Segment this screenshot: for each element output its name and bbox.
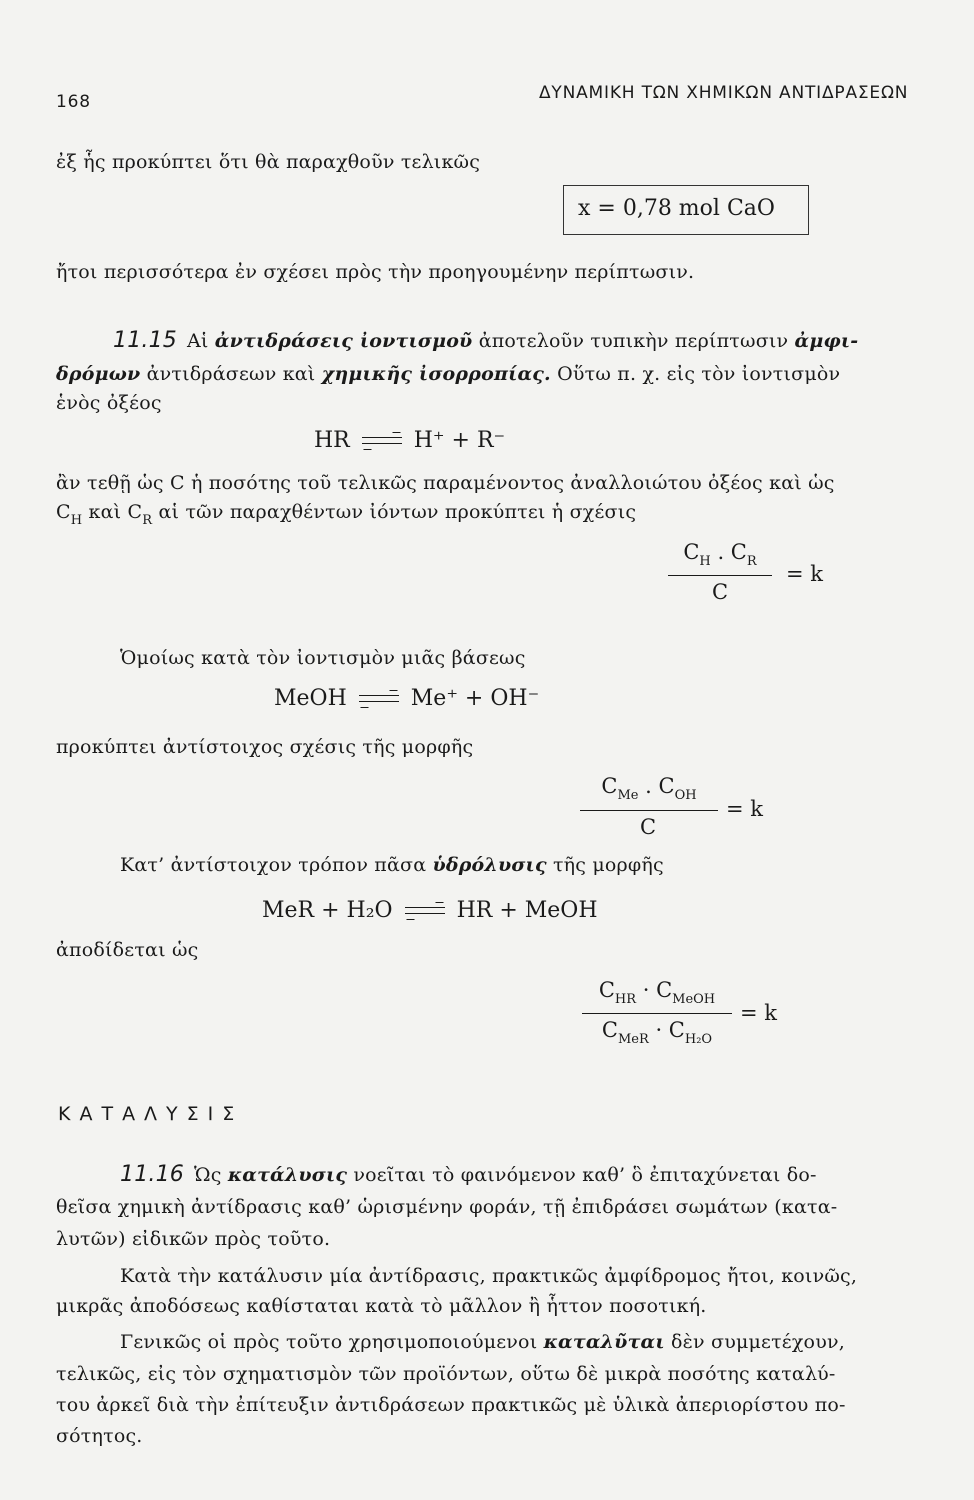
section-number: 11.16 — [120, 1162, 184, 1187]
fraction-numerator — [580, 774, 718, 803]
emphasis-text: χημικῆς ἰσορροπίας. — [321, 363, 551, 385]
fraction-base-constant — [580, 774, 718, 844]
emphasis-text: κατάλυσις — [227, 1164, 348, 1186]
fraction-bar — [580, 810, 718, 811]
equilibrium-arrows-icon — [360, 432, 404, 450]
equation-left: MeOH — [274, 686, 347, 711]
text-span: Οὕτω π. χ. εἰς τὸν ἰοντισμὸν — [550, 363, 841, 385]
text-span: C — [601, 1018, 618, 1042]
equation-acid-ionization — [314, 428, 505, 453]
katalysis-para-2-line-2: μικρᾶς ἀποδόσεως καθίσταται κατὰ τὸ μᾶλλον ἢ ἧττον ποσοτική. — [56, 1295, 707, 1317]
text-span: . C — [710, 540, 747, 564]
subscript: OH — [674, 788, 697, 803]
section-number: 11.15 — [113, 328, 177, 353]
equation-right: Me⁺ + OH⁻ — [410, 686, 540, 711]
text-span: αἱ τῶν παραχθέντων ἰόντων προκύπτει ἡ σχέσις — [152, 501, 637, 523]
subscript: H₂O — [684, 1032, 713, 1047]
katalysis-para-3-line-2: τελικῶς, εἰς τὸν σχηματισμὸν τῶν προϊόντων, οὕτω δὲ μικρὰ ποσότης καταλύ- — [56, 1363, 836, 1385]
result-box-text: x = 0,78 mol CaO — [578, 196, 775, 221]
equilibrium-arrows-icon — [403, 902, 447, 920]
equals-k: = k — [786, 562, 823, 586]
emphasis-text: δρόμων — [56, 363, 141, 385]
equals-k: = k — [726, 797, 763, 821]
result-box — [563, 185, 809, 235]
section-11-15-para-2-line-2 — [56, 501, 637, 528]
subscript: HR — [614, 992, 637, 1007]
fraction-denominator — [582, 1018, 732, 1047]
text-span: C — [56, 501, 71, 523]
section-11-15-para-4: προκύπτει ἀντίστοιχος σχέσις τῆς μορφῆς — [56, 736, 474, 758]
section-11-15-para-5 — [120, 854, 664, 876]
text-span: Ὡς — [193, 1164, 228, 1186]
katalysis-para-3-line-1 — [120, 1331, 845, 1353]
intro-line-1: ἐξ ἧς προκύπτει ὅτι θὰ παραχθοῦν τελικῶς — [56, 151, 481, 173]
equation-base-ionization — [274, 686, 539, 711]
katalysis-para-2-line-1: Κατὰ τὴν κατάλυσιν μία ἀντίδρασις, πρακτικῶς ἀμφίδρομος ἤτοι, κοινῶς, — [120, 1265, 858, 1287]
section-11-15-line-1 — [113, 328, 858, 353]
equation-right: HR + MeOH — [456, 898, 598, 923]
katalysis-line-1 — [120, 1162, 817, 1187]
katalysis-line-2: θεῖσα χημικὴ ἀντίδρασις καθ’ ὡρισμένην φοράν, τῇ ἐπιδράσει σωμάτων (κατα- — [56, 1196, 838, 1218]
katalysis-line-3: λυτῶν) εἰδικῶν πρὸς τοῦτο. — [56, 1228, 331, 1250]
emphasis-text: ἀμφι- — [794, 330, 859, 352]
text-span: C — [598, 978, 615, 1002]
page-number: 168 — [56, 92, 91, 112]
fraction-numerator — [582, 978, 732, 1007]
subscript: MeOH — [672, 992, 716, 1007]
text-span: Κατ’ ἀντίστοιχον τρόπον πᾶσα — [120, 854, 433, 876]
equation-hydrolysis — [262, 898, 598, 923]
equation-left: MeR + H₂O — [262, 898, 393, 923]
section-11-15-para-2-line-1: ἂν τεθῇ ὡς C ἡ ποσότης τοῦ τελικῶς παραμένοντος ἀναλλοιώτου ὀξέος καὶ ὡς — [56, 472, 835, 494]
text-span: τῆς μορφῆς — [546, 854, 664, 876]
fraction-acid-constant — [668, 540, 772, 610]
text-span: νοεῖται τὸ φαινόμενον καθ’ ὃ ἐπιταχύνεται δο- — [347, 1164, 817, 1186]
fraction-numerator — [668, 540, 772, 569]
section-11-15-para-3: Ὁμοίως κατὰ τὸν ἰοντισμὸν μιᾶς βάσεως — [120, 647, 526, 669]
equilibrium-arrows-icon — [357, 690, 401, 708]
section-11-15-line-3: ἑνὸς ὀξέος — [56, 392, 162, 414]
subscript: Me — [617, 788, 639, 803]
equation-left: HR — [314, 428, 350, 453]
subscript: MeR — [617, 1032, 649, 1047]
subscript: R — [746, 554, 757, 569]
fraction-bar — [582, 1013, 732, 1014]
section-11-15-para-6: ἀποδίδεται ὡς — [56, 939, 199, 961]
text-span: C — [601, 774, 618, 798]
emphasis-text: ὑδρόλυσις — [432, 854, 547, 876]
emphasis-text: καταλῦται — [543, 1331, 665, 1353]
fraction-bar — [668, 575, 772, 576]
fraction-denominator: C — [711, 580, 729, 604]
emphasis-text: ἀντιδράσεις ἰοντισμοῦ — [214, 330, 473, 352]
text-span: Γενικῶς οἱ πρὸς τοῦτο χρησιμοποιούμενοι — [120, 1331, 544, 1353]
fraction-denominator: C — [640, 815, 657, 839]
text-span: καὶ C — [82, 501, 143, 523]
subscript: R — [142, 513, 153, 528]
text-span: C — [683, 540, 700, 564]
intro-line-2: ἤτοι περισσότερα ἐν σχέσει πρὸς τὴν προηγουμένην περίπτωσιν. — [56, 261, 695, 283]
subscript: H — [699, 554, 711, 569]
text-span: ἀντιδράσεων καὶ — [140, 363, 322, 385]
text-span: Αἱ — [186, 330, 215, 352]
text-span: · C — [648, 1018, 685, 1042]
section-11-15-line-2 — [56, 363, 840, 385]
fraction-hydrolysis-constant — [582, 978, 732, 1050]
equation-right: H⁺ + R⁻ — [413, 428, 506, 453]
text-span: ἀποτελοῦν τυπικὴν περίπτωσιν — [472, 330, 795, 352]
subscript: H — [70, 513, 83, 528]
katalysis-para-3-line-3: του ἀρκεῖ διὰ τὴν ἐπίτευξιν ἀντιδράσεων πρακτικῶς μὲ ὑλικὰ ἀπεριορίστου πο- — [56, 1394, 846, 1416]
katalysis-para-3-line-4: σότητος. — [56, 1425, 143, 1447]
text-span: · C — [636, 978, 673, 1002]
text-span: . C — [638, 774, 675, 798]
section-title-katalysis: ΚΑΤΑΛΥΣΙΣ — [58, 1103, 244, 1125]
text-span: δὲν συμμετέχουν, — [664, 1331, 845, 1353]
running-title: ΔΥΝΑΜΙΚΗ ΤΩΝ ΧΗΜΙΚΩΝ ΑΝΤΙΔΡΑΣΕΩΝ — [539, 83, 909, 103]
equals-k: = k — [740, 1001, 777, 1025]
